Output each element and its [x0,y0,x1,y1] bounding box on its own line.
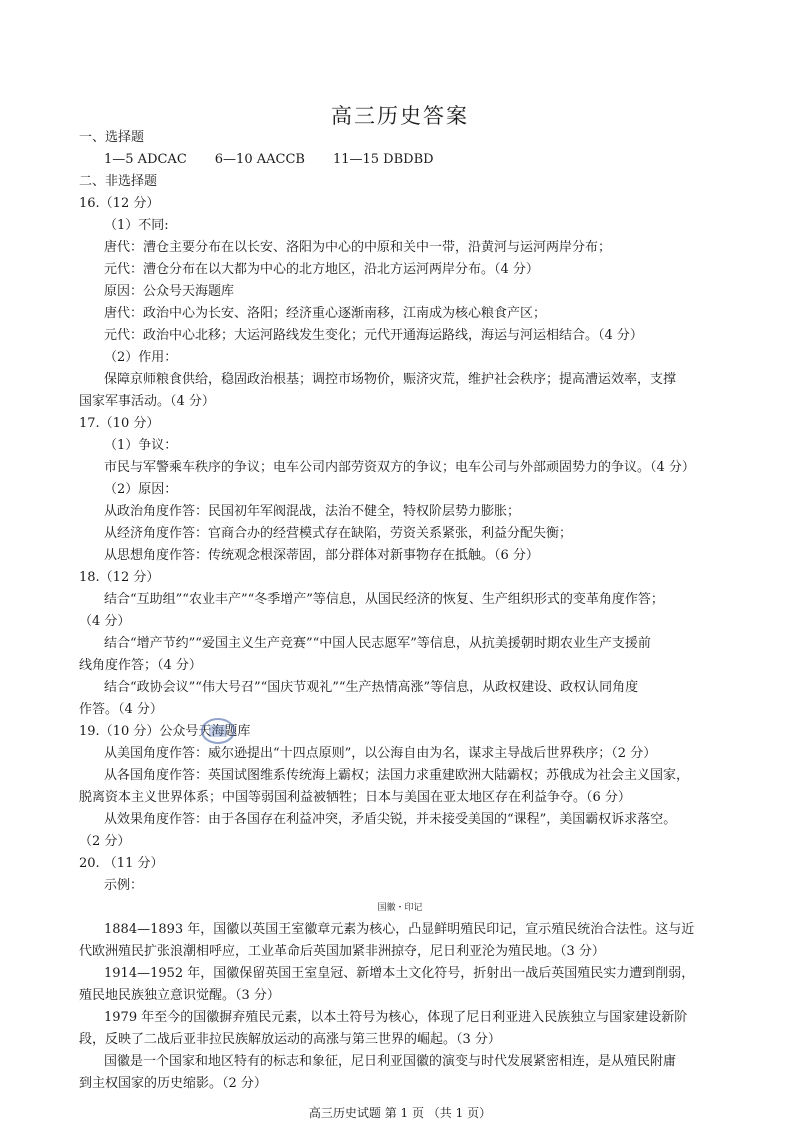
section-heading-choice: 一、选择题 [79,130,145,145]
q18-point1-line2: （4 分） [79,614,131,629]
q19-nations-line2: 脱离资本主义世界体系；中国等弱国利益被牺牲；日本与美国在亚太地区存在利益争夺。（6 分） [79,790,631,805]
q18-point2-line2: 线角度作答；（4 分） [79,658,202,673]
watermark-stamp-icon [200,716,236,746]
q19-us-perspective: 从美国角度作答：威尔逊提出“十四点原则”，以公海自由为名，谋求主导战后世界秩序；（2 分） [104,746,657,761]
page-title: 高三历史答案 [331,104,469,128]
q16-tang-reason: 唐代：政治中心为长安、洛阳；经济重心逐渐南移，江南成为核心粮食产区； [104,306,547,321]
q16-tang-distribution: 唐代：漕仓主要分布在以长安、洛阳为中心的中原和关中一带，沿黄河与运河两岸分布； [104,240,612,255]
q17-header: 17.（10 分） [79,416,160,431]
q20-para3-line1: 1979 年至今的国徽摒弃殖民元素，以本土符号为核心，体现了尼日利亚进入民族独立与国家建设新阶 [104,1010,688,1025]
q17-part2-label: （2）原因： [104,482,178,497]
q16-effect-line2: 国家军事活动。（4 分） [79,394,215,409]
q16-part1-label: （1）不同: [104,218,169,233]
q16-header: 16.（12 分） [79,196,160,211]
answers-6-10: 6—10 AACCB [214,152,305,167]
section-heading-nonchoice: 二、非选择题 [79,174,158,189]
q18-point2-line1: 结合“增产节约”“爱国主义生产竞赛”“中国人民志愿军”等信息，从抗美援朝时期农业生产支援前 [104,636,651,651]
q20-essay-title: 国徽・印记 [377,903,423,913]
q16-yuan-distribution: 元代：漕仓分布在以大都为中心的北方地区，沿北方运河两岸分布。（4 分） [104,262,539,277]
q18-point3-line1: 结合“政协会议”“伟大号召”“国庆节观礼”“生产热情高涨”等信息，从政权建设、政权认同角度 [104,680,639,695]
q17-part1-label: （1）争议： [104,438,178,453]
q20-para4-line1: 国徽是一个国家和地区特有的标志和象征，尼日利亚国徽的演变与时代发展紧密相连，是从殖民附庸 [104,1054,677,1069]
q16-yuan-reason: 元代：政治中心北移；大运河路线发生变化；元代开通海运路线，海运与河运相结合。（4 分） [104,328,643,343]
q16-part2-label: （2）作用： [104,350,178,365]
q20-header: 20. （11 分） [79,856,164,871]
page-footer: 高三历史试题 第 1 页 （共 1 页） [308,1106,492,1120]
q17-reason-economic: 从经济角度作答：官商合办的经营模式存在缺陷，劳资关系紧张，利益分配失衡； [104,526,573,541]
q20-para1-line1: 1884—1893 年，国徽以英国王室徽章元素为核心，凸显鲜明殖民印记，宣示殖民统治合法性。这与近 [104,922,695,937]
q17-reason-ideological: 从思想角度作答：传统观念根深蒂固，部分群体对新事物存在抵触。（6 分） [104,548,539,563]
q19-header: 19.（10 分）公众号天海题库 [79,724,251,739]
q18-point1-line1: 结合“互助组”“农业丰产”“冬季增产”等信息，从国民经济的恢复、生产组织形式的变革角度作答； [104,592,664,607]
q20-para3-line2: 段，反映了二战后亚非拉民族解放运动的高涨与第三世界的崛起。（3 分） [79,1032,501,1047]
q20-para4-line2: 到主权国家的历史缩影。（2 分） [79,1076,267,1091]
q20-para2-line1: 1914—1952 年，国徽保留英国王室皇冠、新增本土文化符号，折射出一战后英国殖民实力遭到削弱， [104,966,695,981]
q18-header: 18.（12 分） [79,570,160,585]
q18-point3-line2: 作答。（4 分） [79,702,163,717]
q19-effect-line2: （2 分） [79,834,131,849]
q20-para1-line2: 代欧洲殖民扩张浪潮相呼应，工业革命后英国加紧非洲掠夺，尼日利亚沦为殖民地。（3 分） [79,944,605,959]
choice-answers [104,149,462,171]
q16-reason-label: 原因：公众号天海题库 [104,284,235,299]
q17-reason-political: 从政治角度作答：民国初年军阀混战，法治不健全，特权阶层势力膨胀； [104,504,521,519]
q19-effect-line1: 从效果角度作答：由于各国存在利益冲突，矛盾尖锐，并未接受美国的“课程”，美国霸权诉求落空。 [104,812,677,827]
q20-example-label: 示例： [104,878,144,893]
q17-part1-text: 市民与军警乘车秩序的争议；电车公司内部劳资双方的争议；电车公司与外部顽固势力的争议。（4 分） [104,460,695,475]
answers-1-5: 1—5 ADCAC [104,152,187,167]
answers-11-15: 11—15 DBDBD [332,152,434,167]
q20-para2-line2: 殖民地民族独立意识觉醒。（3 分） [79,988,280,1003]
q16-effect-line1: 保障京师粮食供给，稳固政治根基；调控市场物价，赈济灾荒，维护社会秩序；提高漕运效率，支撑 [104,372,677,387]
q19-nations-line1: 从各国角度作答：英国试图维系传统海上霸权；法国力求重建欧洲大陆霸权；苏俄成为社会主义国家， [104,768,690,783]
